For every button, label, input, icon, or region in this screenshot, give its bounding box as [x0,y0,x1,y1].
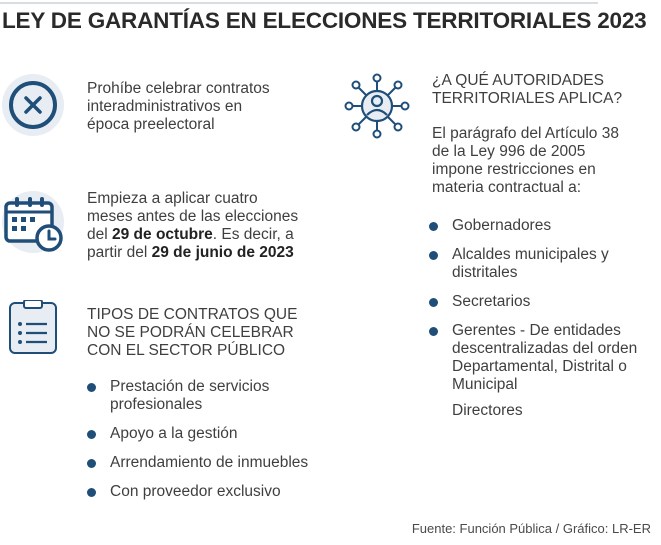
list-item: Arrendamiento de inmuebles [87,454,347,472]
top-rule [0,2,598,4]
date-june: 29 de junio de 2023 [151,244,294,261]
prohibition-text: Prohíbe celebrar contratos interadministrativos en época preelectoral [87,80,270,133]
contracts-heading: TIPOS DE CONTRATOS QUE NO SE PODRÁN CELEBRAR CON EL SECTOR PÚBLICO [87,306,298,359]
bullet-icon [429,251,438,260]
authorities-list [429,217,654,405]
list-item: Prestación de servicios profesionales [87,378,347,414]
list-item: Gerentes - De entidades descentralizadas del orden Departamental, Distrital o Municipal [429,322,654,394]
bullet-icon [87,459,96,468]
list-item: Secretarios [429,293,654,311]
authorities-intro: El parágrafo del Artículo 38 de la Ley 996 de 2005 impone restricciones en materia contractual a: [432,125,619,196]
list-item: Apoyo a la gestión [87,425,347,443]
network-person-icon [343,72,411,140]
authorities-extra: Directores [452,402,523,419]
bullet-icon [87,488,96,497]
list-item: Con proveedor exclusivo [87,483,347,501]
date-october: 29 de octubre [112,226,213,243]
page-title: LEY DE GARANTÍAS EN ELECCIONES TERRITORIALES 2023 [2,8,647,33]
clipboard-list-icon [0,300,66,356]
bullet-icon [429,222,438,231]
bullet-icon [429,327,438,336]
authorities-heading: ¿A QUÉ AUTORIDADES TERRITORIALES APLICA? [432,72,623,107]
bullet-icon [87,430,96,439]
bullet-icon [87,383,96,392]
contracts-list [87,378,347,501]
bullet-icon [429,298,438,307]
close-circle-icon [0,72,66,138]
list-item: Alcaldes municipales y distritales [429,246,654,282]
source-credit: Fuente: Función Pública / Gráfico: LR-ER [411,521,651,536]
calendar-clock-icon [0,188,66,256]
list-item: Gobernadores [429,217,654,235]
start-text: Empieza a aplicar cuatro meses antes de las elecciones del 29 de octubre. Es decir, a partir del 29 de junio de 2023 [87,190,299,261]
